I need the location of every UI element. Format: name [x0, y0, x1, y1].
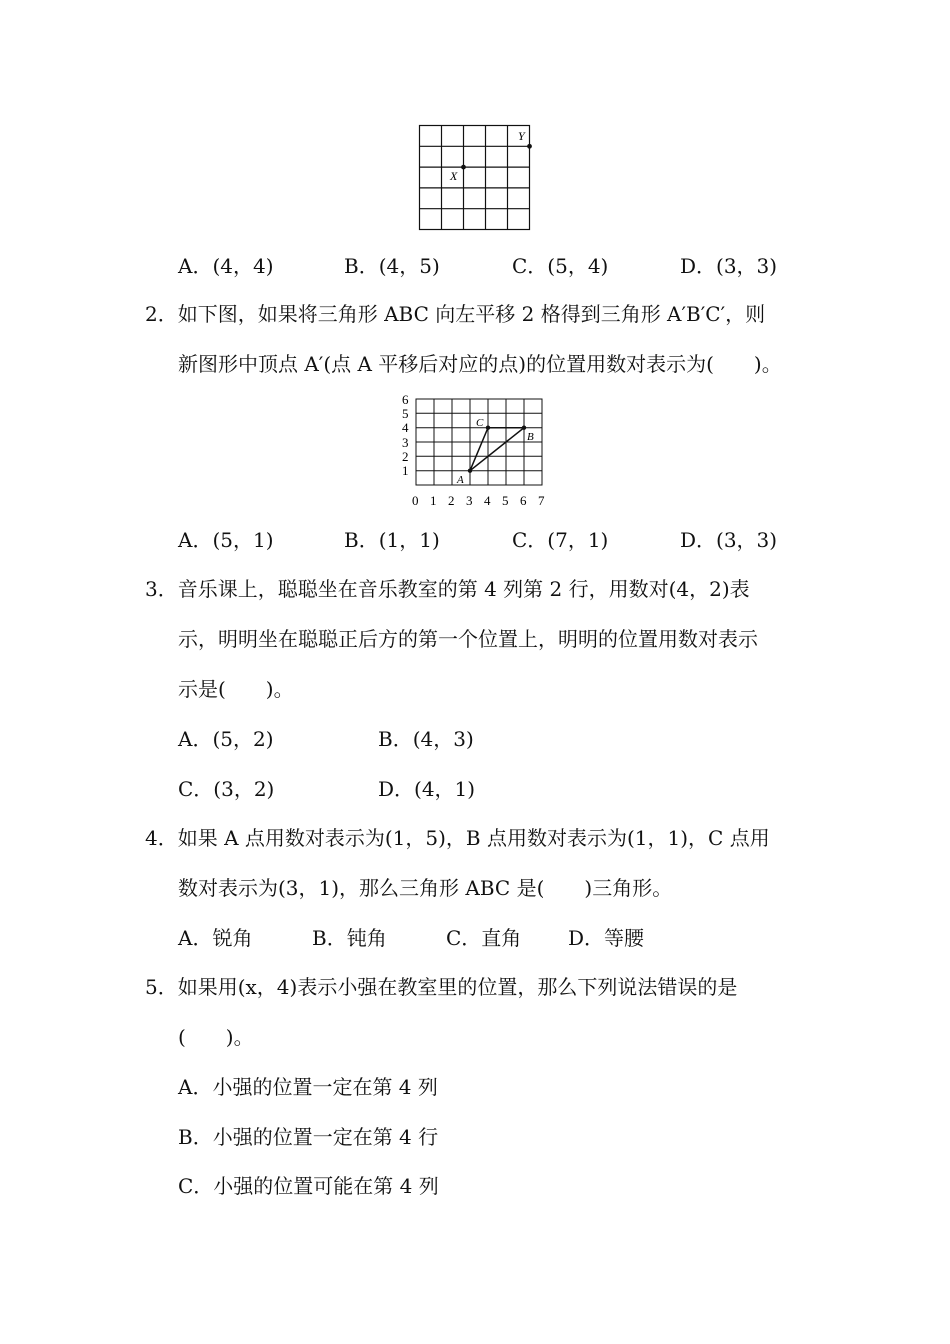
x-tick-3: 3 [466, 493, 473, 508]
q2-text-line2: 新图形中顶点 A′(点 A 平移后对应的点)的位置用数对表示为( )。 [178, 352, 782, 376]
point-c-label: C [476, 417, 484, 429]
y-tick-4: 4 [402, 420, 409, 435]
q2-option-a[interactable]: A．(5，1) [178, 528, 274, 552]
point-x-dot [461, 165, 466, 170]
point-a-dot [468, 469, 472, 473]
y-tick-2: 2 [402, 449, 409, 464]
q1-option-a[interactable]: A．(4，4) [178, 254, 274, 278]
q3-option-d[interactable]: D．(4，1) [378, 777, 476, 801]
q3-option-b[interactable]: B．(4，3) [378, 727, 474, 751]
x-tick-0: 0 [412, 493, 419, 508]
q2-option-b[interactable]: B．(1，1) [344, 528, 440, 552]
q5-option-a[interactable]: A．小强的位置一定在第 4 列 [178, 1075, 438, 1099]
q1-option-c[interactable]: C．(5，4) [512, 254, 609, 278]
q3-option-a[interactable]: A．(5，2) [178, 727, 274, 751]
x-tick-7: 7 [538, 493, 545, 508]
q1-option-d[interactable]: D．(3，3) [680, 254, 778, 278]
q3-text-line2: 示，明明坐在聪聪正后方的第一个位置上，明明的位置用数对表示 [178, 627, 758, 651]
point-y-dot [527, 144, 532, 149]
q4-option-c[interactable]: C．直角 [446, 926, 522, 950]
q4-text-line2: 数对表示为(3，1)，那么三角形 ABC 是( )三角形。 [178, 876, 673, 900]
x-tick-5: 5 [502, 493, 509, 508]
q5-text-line2: ( )。 [178, 1025, 254, 1049]
y-tick-6: 6 [402, 392, 409, 407]
q4-option-b[interactable]: B．钝角 [312, 926, 387, 950]
q2-coordinate-grid [396, 392, 554, 510]
q4-option-d[interactable]: D．等腰 [568, 926, 645, 950]
q5-option-b[interactable]: B．小强的位置一定在第 4 行 [178, 1125, 439, 1149]
q3-text-line1: 3．音乐课上，聪聪坐在音乐教室的第 4 列第 2 行，用数对(4，2)表 [145, 577, 750, 601]
point-b-label: B [527, 431, 534, 443]
x-tick-1: 1 [430, 493, 437, 508]
point-b-dot [522, 426, 526, 430]
q2-text-line1: 2．如下图，如果将三角形 ABC 向左平移 2 格得到三角形 A′B′C′，则 [145, 302, 766, 326]
x-tick-6: 6 [520, 493, 527, 508]
point-c-dot [486, 426, 490, 430]
q5-option-c[interactable]: C．小强的位置可能在第 4 列 [178, 1174, 439, 1198]
x-tick-4: 4 [484, 493, 491, 508]
q1-option-b[interactable]: B．(4，5) [344, 254, 440, 278]
y-tick-3: 3 [402, 435, 409, 450]
q3-option-c[interactable]: C．(3，2) [178, 777, 275, 801]
q5-text-line1: 5．如果用(x，4)表示小强在教室里的位置，那么下列说法错误的是 [145, 975, 738, 999]
q3-text-line3: 示是( )。 [178, 677, 294, 701]
y-tick-5: 5 [402, 406, 409, 421]
y-tick-1: 1 [402, 463, 409, 478]
point-y-label: Y [518, 129, 525, 143]
q1-grid-figure [414, 120, 539, 232]
q2-option-c[interactable]: C．(7，1) [512, 528, 609, 552]
q4-option-a[interactable]: A．锐角 [178, 926, 253, 950]
q2-option-d[interactable]: D．(3，3) [680, 528, 778, 552]
point-x-label: X [450, 169, 458, 183]
x-tick-2: 2 [448, 493, 455, 508]
q4-text-line1: 4．如果 A 点用数对表示为(1，5)，B 点用数对表示为(1，1)，C 点用 [145, 826, 770, 850]
point-a-label: A [457, 474, 464, 486]
triangle-abc [470, 428, 524, 471]
